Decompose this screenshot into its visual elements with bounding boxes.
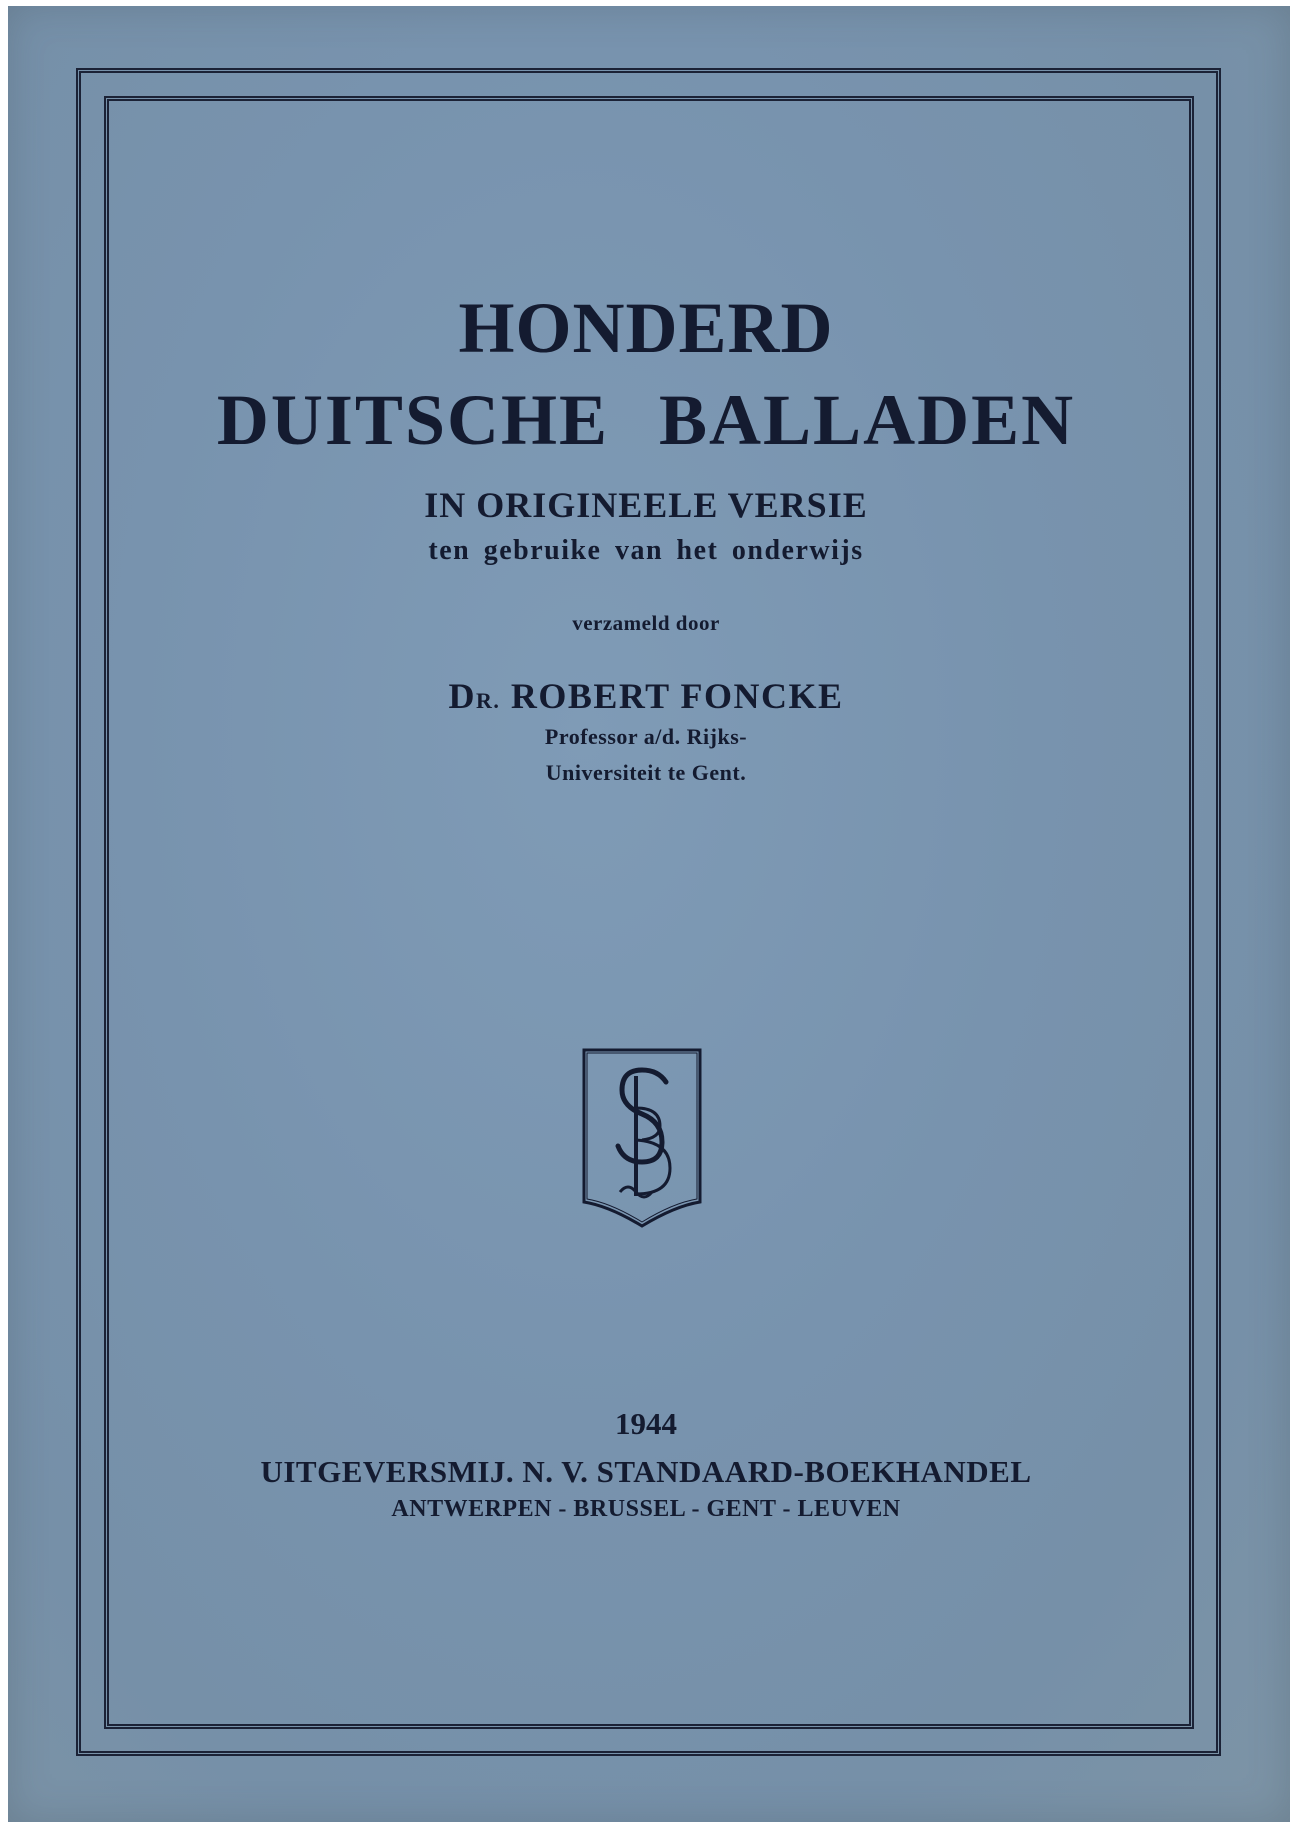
tagline: ten gebruike van het onderwijs	[428, 535, 864, 566]
title-line-2: DUITSCHE BALLADEN	[216, 380, 1076, 460]
publisher-name: UITGEVERSMIJ. N. V. STANDAARD-BOEKHANDEL	[260, 1454, 1032, 1489]
affiliation-line-2: Universiteit te Gent.	[545, 760, 747, 785]
author-line	[0, 678, 1292, 714]
publication-year: 1944	[615, 1406, 677, 1441]
author-prefix-rest: R.	[475, 688, 501, 713]
book-cover	[8, 6, 1290, 1822]
author-name: ROBERT FONCKE	[510, 676, 844, 716]
collected-by-label: verzameld door	[572, 611, 720, 635]
subtitle: IN ORIGINEELE VERSIE	[424, 485, 868, 525]
title-line-1: HONDERD	[458, 288, 834, 368]
publisher-cities: ANTWERPEN - BRUSSEL - GENT - LEUVEN	[391, 1496, 901, 1522]
author-prefix-initial: D	[448, 676, 476, 716]
affiliation-line-1: Professor a/d. Rijks-	[544, 724, 748, 749]
sb-monogram-shield-icon	[580, 1046, 704, 1232]
